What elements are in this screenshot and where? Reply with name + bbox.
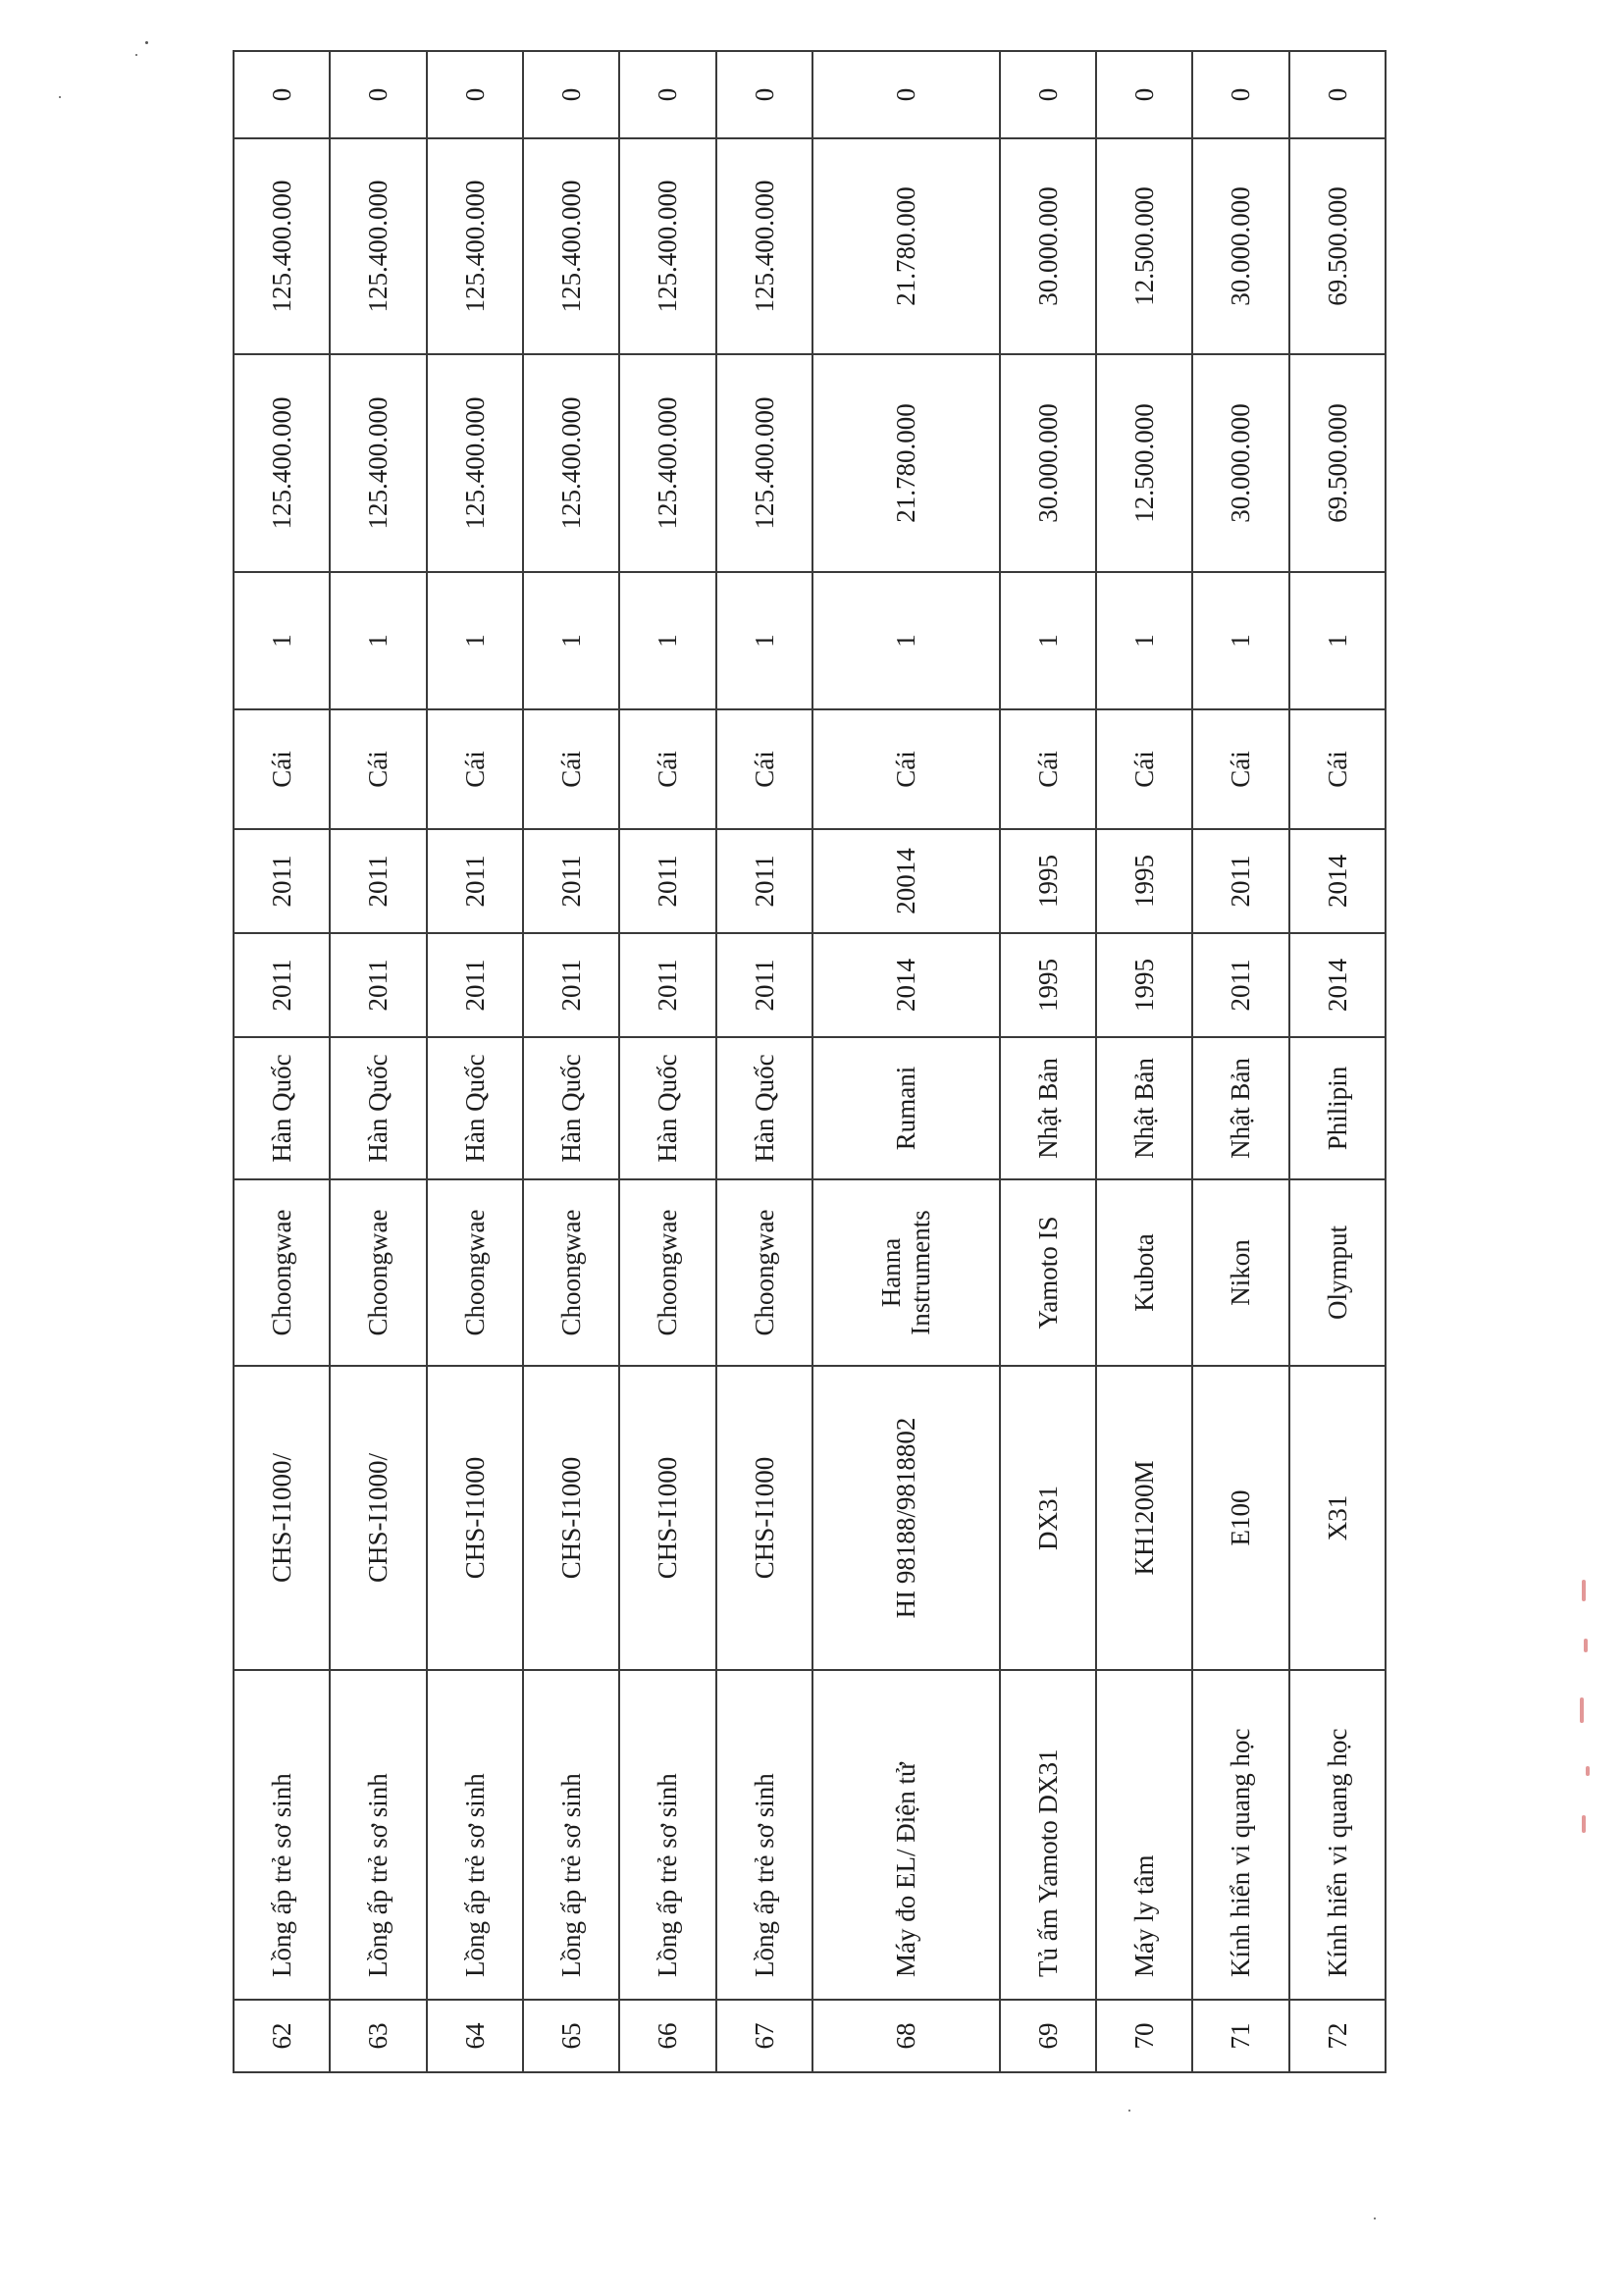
- scan-speck: [1374, 2218, 1376, 2219]
- cell-total-value: 30.000.000: [1000, 138, 1096, 354]
- rotated-page: [233, 52, 1387, 2073]
- scan-speck: [145, 41, 148, 44]
- cell-quantity: 1: [427, 572, 523, 709]
- cell-year-made: 1995: [1096, 933, 1192, 1037]
- cell-country: Rumani: [812, 1037, 1000, 1179]
- cell-country: Hàn Quốc: [330, 1037, 426, 1179]
- cell-quantity: 1: [330, 572, 426, 709]
- cell-model: CHS-I1000: [427, 1366, 523, 1670]
- cell-quantity: 1: [1192, 572, 1288, 709]
- cell-remaining: 0: [812, 51, 1000, 138]
- cell-remaining: 0: [716, 51, 812, 138]
- cell-remaining: 0: [234, 51, 330, 138]
- table-row: [716, 51, 812, 2072]
- cell-year-used: 1995: [1096, 829, 1192, 933]
- cell-brand: Yamoto IS: [1000, 1179, 1096, 1366]
- scan-artifact: [1570, 1580, 1599, 1874]
- cell-name: Tủ ấm Yamoto DX31: [1000, 1670, 1096, 2000]
- cell-name: Kính hiển vi quang học: [1192, 1670, 1288, 2000]
- cell-year-made: 1995: [1000, 933, 1096, 1037]
- cell-quantity: 1: [716, 572, 812, 709]
- cell-remaining: 0: [523, 51, 619, 138]
- cell-stt: 70: [1096, 2000, 1192, 2072]
- cell-quantity: 1: [1289, 572, 1386, 709]
- cell-year-used: 2011: [1192, 829, 1288, 933]
- cell-unit-price: 125.400.000: [619, 354, 715, 572]
- cell-country: Nhật Bản: [1096, 1037, 1192, 1179]
- cell-brand: Choongwae: [330, 1179, 426, 1366]
- cell-country: Hàn Quốc: [523, 1037, 619, 1179]
- cell-brand: Choongwae: [523, 1179, 619, 1366]
- cell-total-value: 125.400.000: [427, 138, 523, 354]
- table-row: [1096, 51, 1192, 2072]
- scan-speck: [59, 96, 61, 98]
- cell-year-made: 2011: [523, 933, 619, 1037]
- cell-unit: Cái: [234, 709, 330, 829]
- cell-total-value: 69.500.000: [1289, 138, 1386, 354]
- cell-name: Kính hiển vi quang học: [1289, 1670, 1386, 2000]
- table-row: [330, 51, 426, 2072]
- cell-quantity: 1: [523, 572, 619, 709]
- cell-quantity: 1: [812, 572, 1000, 709]
- cell-quantity: 1: [1096, 572, 1192, 709]
- cell-stt: 63: [330, 2000, 426, 2072]
- cell-unit: Cái: [716, 709, 812, 829]
- cell-model: CHS-I1000/: [330, 1366, 426, 1670]
- cell-unit: Cái: [523, 709, 619, 829]
- cell-total-value: 12.500.000: [1096, 138, 1192, 354]
- cell-stt: 66: [619, 2000, 715, 2072]
- cell-stt: 72: [1289, 2000, 1386, 2072]
- cell-brand: Olymput: [1289, 1179, 1386, 1366]
- cell-unit: Cái: [1096, 709, 1192, 829]
- cell-brand: Kubota: [1096, 1179, 1192, 1366]
- cell-model: E100: [1192, 1366, 1288, 1670]
- cell-stt: 67: [716, 2000, 812, 2072]
- cell-year-made: 2011: [330, 933, 426, 1037]
- cell-unit-price: 125.400.000: [330, 354, 426, 572]
- cell-name: Máy ly tâm: [1096, 1670, 1192, 2000]
- cell-unit: Cái: [1000, 709, 1096, 829]
- cell-name: Lồng ấp trẻ sơ sinh: [330, 1670, 426, 2000]
- cell-remaining: 0: [1000, 51, 1096, 138]
- cell-year-used: 20014: [812, 829, 1000, 933]
- cell-model: DX31: [1000, 1366, 1096, 1670]
- cell-unit-price: 21.780.000: [812, 354, 1000, 572]
- cell-year-made: 2014: [812, 933, 1000, 1037]
- cell-year-used: 2011: [523, 829, 619, 933]
- cell-remaining: 0: [1192, 51, 1288, 138]
- table-body: [234, 51, 1386, 2072]
- table-row: [1000, 51, 1096, 2072]
- cell-quantity: 1: [619, 572, 715, 709]
- cell-year-used: 1995: [1000, 829, 1096, 933]
- scan-speck: [1128, 2110, 1130, 2112]
- cell-unit: Cái: [619, 709, 715, 829]
- cell-unit: Cái: [427, 709, 523, 829]
- table-row: [812, 51, 1000, 2072]
- cell-model: CHS-I1000: [523, 1366, 619, 1670]
- cell-total-value: 125.400.000: [234, 138, 330, 354]
- cell-name: Lồng ấp trẻ sơ sinh: [716, 1670, 812, 2000]
- cell-country: Nhật Bản: [1000, 1037, 1096, 1179]
- cell-name: Lồng ấp trẻ sơ sinh: [619, 1670, 715, 2000]
- cell-year-used: 2011: [716, 829, 812, 933]
- cell-year-used: 2011: [427, 829, 523, 933]
- cell-year-made: 2014: [1289, 933, 1386, 1037]
- cell-unit-price: 125.400.000: [716, 354, 812, 572]
- table-row: [523, 51, 619, 2072]
- cell-unit: Cái: [1192, 709, 1288, 829]
- cell-total-value: 125.400.000: [619, 138, 715, 354]
- cell-country: Hàn Quốc: [427, 1037, 523, 1179]
- cell-year-made: 2011: [234, 933, 330, 1037]
- cell-country: Hàn Quốc: [234, 1037, 330, 1179]
- cell-unit: Cái: [1289, 709, 1386, 829]
- cell-stt: 68: [812, 2000, 1000, 2072]
- cell-total-value: 125.400.000: [523, 138, 619, 354]
- cell-total-value: 30.000.000: [1192, 138, 1288, 354]
- cell-stt: 65: [523, 2000, 619, 2072]
- cell-name: Máy đo EL/ Điện tử: [812, 1670, 1000, 2000]
- cell-unit-price: 12.500.000: [1096, 354, 1192, 572]
- cell-unit: Cái: [330, 709, 426, 829]
- cell-model: HI 98188/9818802: [812, 1366, 1000, 1670]
- cell-total-value: 21.780.000: [812, 138, 1000, 354]
- cell-unit-price: 125.400.000: [234, 354, 330, 572]
- cell-model: KH1200M: [1096, 1366, 1192, 1670]
- cell-unit-price: 30.000.000: [1192, 354, 1288, 572]
- cell-unit-price: 69.500.000: [1289, 354, 1386, 572]
- cell-stt: 64: [427, 2000, 523, 2072]
- cell-name: Lồng ấp trẻ sơ sinh: [427, 1670, 523, 2000]
- cell-name: Lồng ấp trẻ sơ sinh: [234, 1670, 330, 2000]
- cell-quantity: 1: [1000, 572, 1096, 709]
- cell-year-used: 2011: [619, 829, 715, 933]
- cell-year-made: 2011: [716, 933, 812, 1037]
- table-row: [619, 51, 715, 2072]
- cell-total-value: 125.400.000: [716, 138, 812, 354]
- cell-stt: 69: [1000, 2000, 1096, 2072]
- cell-year-made: 2011: [1192, 933, 1288, 1037]
- cell-country: Hàn Quốc: [619, 1037, 715, 1179]
- cell-country: Philipin: [1289, 1037, 1386, 1179]
- table-row: [427, 51, 523, 2072]
- cell-model: CHS-I1000: [716, 1366, 812, 1670]
- cell-brand: Nikon: [1192, 1179, 1288, 1366]
- cell-stt: 62: [234, 2000, 330, 2072]
- cell-unit-price: 30.000.000: [1000, 354, 1096, 572]
- cell-total-value: 125.400.000: [330, 138, 426, 354]
- equipment-table: [233, 50, 1387, 2073]
- cell-remaining: 0: [619, 51, 715, 138]
- cell-brand: Choongwae: [427, 1179, 523, 1366]
- scan-speck: [135, 54, 137, 56]
- cell-year-made: 2011: [619, 933, 715, 1037]
- table-row: [1289, 51, 1386, 2072]
- cell-model: CHS-I1000/: [234, 1366, 330, 1670]
- cell-unit-price: 125.400.000: [427, 354, 523, 572]
- cell-year-made: 2011: [427, 933, 523, 1037]
- cell-remaining: 0: [1096, 51, 1192, 138]
- cell-unit-price: 125.400.000: [523, 354, 619, 572]
- cell-remaining: 0: [427, 51, 523, 138]
- cell-brand: Choongwae: [716, 1179, 812, 1366]
- cell-year-used: 2011: [330, 829, 426, 933]
- cell-year-used: 2011: [234, 829, 330, 933]
- cell-stt: 71: [1192, 2000, 1288, 2072]
- cell-brand: Hanna Instruments: [812, 1179, 1000, 1366]
- cell-model: CHS-I1000: [619, 1366, 715, 1670]
- cell-brand: Choongwae: [234, 1179, 330, 1366]
- cell-model: X31: [1289, 1366, 1386, 1670]
- cell-remaining: 0: [330, 51, 426, 138]
- cell-country: Nhật Bản: [1192, 1037, 1288, 1179]
- cell-brand: Choongwae: [619, 1179, 715, 1366]
- cell-remaining: 0: [1289, 51, 1386, 138]
- cell-country: Hàn Quốc: [716, 1037, 812, 1179]
- cell-quantity: 1: [234, 572, 330, 709]
- cell-year-used: 2014: [1289, 829, 1386, 933]
- cell-unit: Cái: [812, 709, 1000, 829]
- cell-name: Lồng ấp trẻ sơ sinh: [523, 1670, 619, 2000]
- table-row: [234, 51, 330, 2072]
- table-row: [1192, 51, 1288, 2072]
